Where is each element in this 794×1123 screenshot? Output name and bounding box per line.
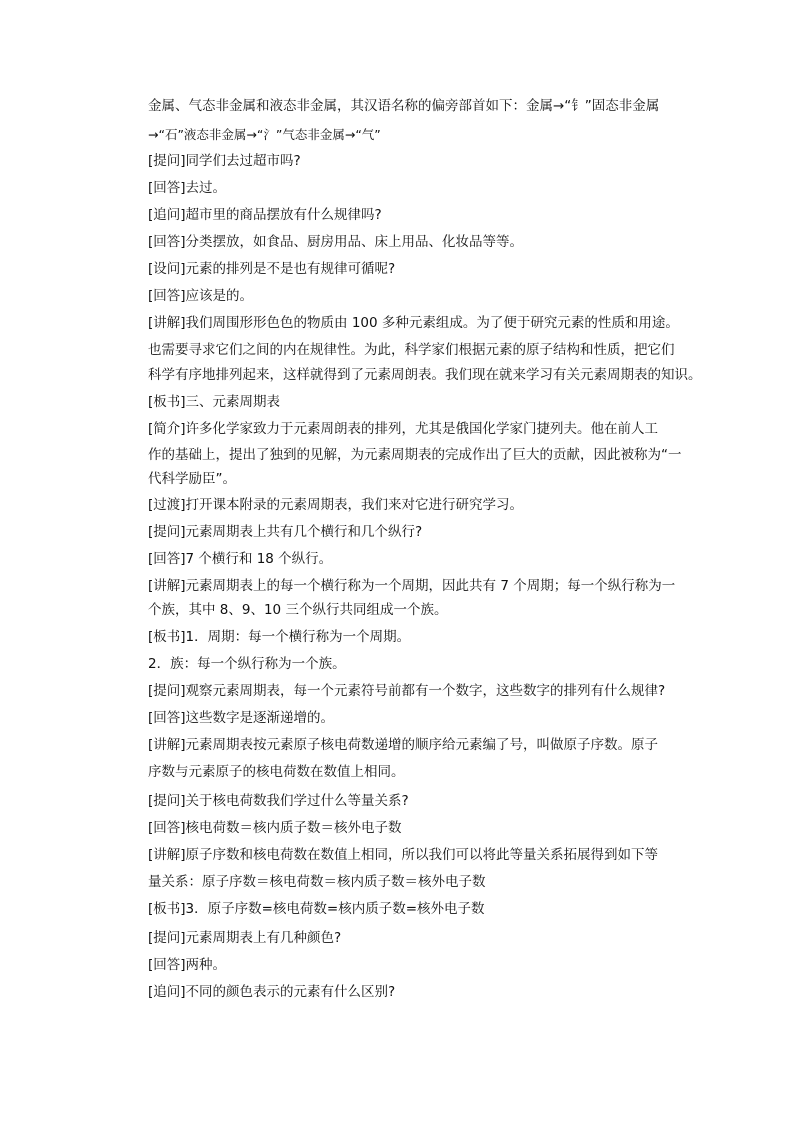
text-line: [回答]分类摆放，如食品、厨房用品、床上用品、化妆品等等。 bbox=[148, 234, 524, 250]
text-line: [提问]同学们去过超市吗? bbox=[148, 153, 301, 169]
text-line: [设问]元素的排列是不是也有规律可循呢? bbox=[148, 261, 396, 277]
text-line: [讲解]原子序数和核电荷数在数值上相同，所以我们可以将此等量关系拓展得到如下等 bbox=[148, 847, 659, 863]
text-line: [提问]元素周期表上共有几个横行和几个纵行? bbox=[148, 524, 423, 540]
text-line: →“石”液态非金属→“氵”气态非金属→“气” bbox=[148, 127, 381, 142]
text-line: [回答]两种。 bbox=[148, 957, 227, 973]
text-line: [提问]元素周期表上有几种颜色? bbox=[148, 930, 342, 946]
text-line: [提问]观察元素周期表，每一个元素符号前都有一个数字，这些数字的排列有什么规律? bbox=[148, 683, 666, 699]
text-line: 代科学励臣”。 bbox=[148, 471, 236, 487]
text-line: [追问]不同的颜色表示的元素有什么区别? bbox=[148, 984, 396, 1000]
text-line: 序数与元素原子的核电荷数在数值上相同。 bbox=[148, 764, 405, 780]
text-line: [回答]这些数字是逐渐递增的。 bbox=[148, 710, 335, 726]
text-line: [讲解]元素周期表上的每一个横行称为一个周期，因此共有 7 个周期；每一个纵行称为一 bbox=[148, 578, 676, 594]
text-line: [追问]超市里的商品摆放有什么规律吗? bbox=[148, 207, 382, 223]
text-line: 金属、气态非金属和液态非金属，其汉语名称的偏旁部首如下：金属→“钅”固态非金属 bbox=[148, 98, 660, 114]
text-line: 量关系：原子序数＝核电荷数＝核内质子数＝核外电子数 bbox=[148, 874, 486, 890]
text-line: [讲解]我们周围形形色色的物质由 100 多种元素组成。为了便于研究元素的性质和用途。 bbox=[148, 315, 679, 331]
text-line: [板书]1．周期：每一个横行称为一个周期。 bbox=[148, 629, 411, 645]
text-line: 个族，其中 8、9、10 三个纵行共同组成一个族。 bbox=[148, 602, 448, 618]
text-line: [板书]3．原子序数=核电荷数=核内质子数=核外电子数 bbox=[148, 901, 485, 917]
text-line: [讲解]元素周期表按元素原子核电荷数递增的顺序给元素编了号，叫做原子序数。原子 bbox=[148, 737, 659, 753]
text-line: 科学有序地排列起来，这样就得到了元素周朗表。我们现在就来学习有关元素周期表的知识。 bbox=[148, 367, 702, 383]
text-line: [回答]核电荷数＝核内质子数＝核外电子数 bbox=[148, 820, 402, 836]
text-line: [回答]7 个横行和 18 个纵行。 bbox=[148, 551, 333, 567]
text-line: [回答]应该是的。 bbox=[148, 288, 254, 304]
text-line: 作的基础上，提出了独到的见解，为元素周期表的完成作出了巨大的贡献，因此被称为“一 bbox=[148, 447, 682, 463]
text-line: 2．族：每一个纵行称为一个族。 bbox=[148, 656, 346, 672]
text-line: [过渡]打开课本附录的元素周期表，我们来对它进行研究学习。 bbox=[148, 497, 524, 513]
text-line: [简介]许多化学家致力于元素周朗表的排列，尤其是俄国化学家门捷列夫。他在前人工 bbox=[148, 421, 659, 437]
text-line: [回答]去过。 bbox=[148, 180, 227, 196]
text-line: [提问]关于核电荷数我们学过什么等量关系? bbox=[148, 793, 409, 809]
text-line: [板书]三、元素周期表 bbox=[148, 394, 281, 410]
text-line: 也需要寻求它们之间的内在规律性。为此，科学家们根据元素的原子结构和性质，把它们 bbox=[148, 342, 675, 358]
